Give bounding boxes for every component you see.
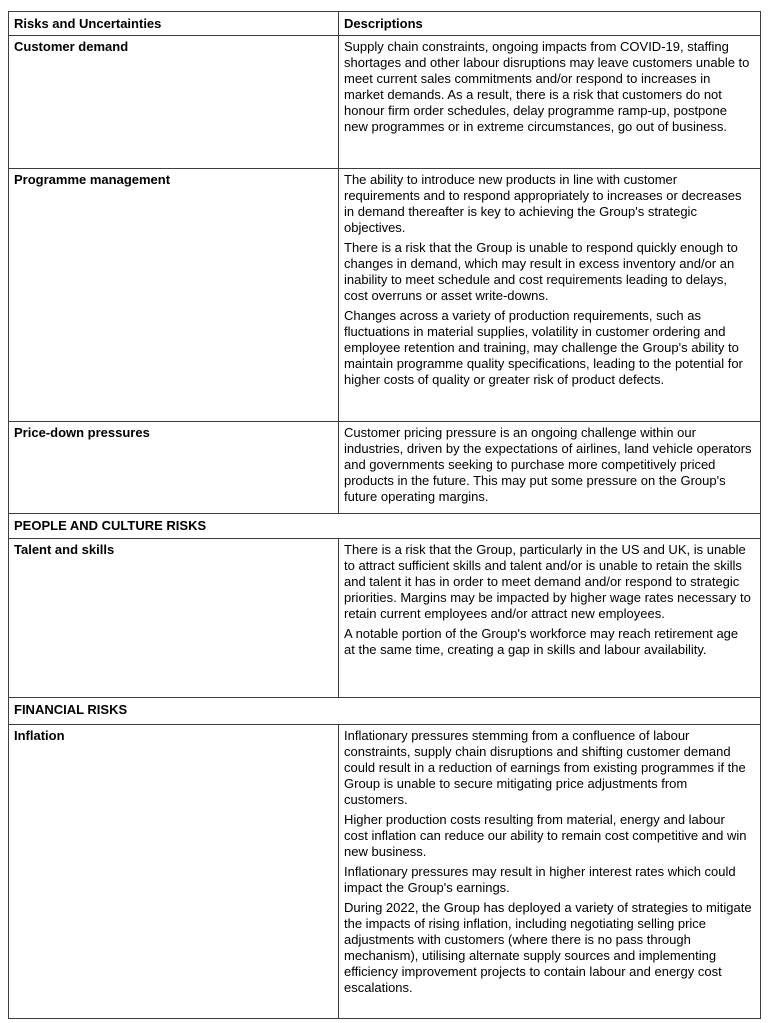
description-paragraph: There is a risk that the Group is unable to respond quickly enough to changes in demand, which may result in excess inventory and/or an inability to meet schedule and cost requirements leading to delays, cost overruns or asset write-downs. <box>344 240 738 303</box>
risk-description <box>339 725 761 1019</box>
description-paragraph: Supply chain constraints, ongoing impacts from COVID-19, staffing shortages and other labour disruptions may leave customers unable to meet current sales commitments and/or respond to increases in market demands. As a result, there is a risk that customers do not honour firm order schedules, delay programme ramp-up, postpone new programmes or in extreme circumstances, go out of business. <box>344 39 750 134</box>
description-paragraph: A notable portion of the Group's workforce may reach retirement age at the same time, creating a gap in skills and labour availability. <box>344 626 739 657</box>
risk-description <box>339 422 761 514</box>
table-row-price-down-pressures <box>9 422 761 514</box>
description-paragraph: Changes across a variety of production requirements, such as fluctuations in material supplies, volatility in customer ordering and employee retention and training, may challenge the Group's ability to maintain programme quality specifications, leading to the potential for higher costs of quality or greater risk of product defects. <box>344 308 743 387</box>
table-row-talent-and-skills <box>9 539 761 698</box>
risk-name: Inflation <box>9 725 339 1019</box>
section-label: PEOPLE AND CULTURE RISKS <box>9 514 761 539</box>
table-row-programme-management <box>9 169 761 422</box>
description-paragraph: There is a risk that the Group, particularly in the US and UK, is unable to attract sufficient skills and talent and/or is unable to retain the skills and talent it has in order to meet demand and/or respond to strategic priorities. Margins may be impacted by higher wage rates necessary to retain current employees and/or attract new employees. <box>344 542 751 621</box>
description-paragraph: During 2022, the Group has deployed a variety of strategies to mitigate the impacts of rising inflation, including negotiating selling price adjustments with customers (where there is no pass through mechanism), utilising alternate supply sources and implementing efficiency improvement projects to contain labour and energy cost escalations. <box>344 900 752 995</box>
section-row-people-and-culture <box>9 514 761 539</box>
description-paragraph: Inflationary pressures may result in higher interest rates which could impact the Group's earnings. <box>344 864 736 895</box>
risk-name: Programme management <box>9 169 339 422</box>
description-paragraph: Higher production costs resulting from material, energy and labour cost inflation can reduce our ability to remain cost competitive and win new business. <box>344 812 747 859</box>
description-paragraph: The ability to introduce new products in line with customer requirements and to respond appropriately to increases or decreases in demand thereafter is key to achieving the Group's strategic objectives. <box>344 172 742 235</box>
risk-name: Customer demand <box>9 36 339 169</box>
table-header-row <box>9 12 761 36</box>
table-row-customer-demand <box>9 36 761 169</box>
risk-description <box>339 539 761 698</box>
section-row-financial-risks <box>9 698 761 725</box>
section-label: FINANCIAL RISKS <box>9 698 761 725</box>
risk-name: Price-down pressures <box>9 422 339 514</box>
column-header-risks: Risks and Uncertainties <box>9 12 339 36</box>
risk-name: Talent and skills <box>9 539 339 698</box>
risk-description <box>339 169 761 422</box>
description-paragraph: Customer pricing pressure is an ongoing challenge within our industries, driven by the expectations of airlines, land vehicle operators and governments seeking to purchase more competitively priced products in the future. This may put some pressure on the Group's future operating margins. <box>344 425 752 504</box>
risk-description <box>339 36 761 169</box>
table-row-inflation <box>9 725 761 1019</box>
description-paragraph: Inflationary pressures stemming from a confluence of labour constraints, supply chain disruptions and shifting customer demand could result in a reduction of earnings from existing programmes if the Group is unable to secure mitigating price adjustments from customers. <box>344 728 746 807</box>
column-header-descriptions: Descriptions <box>339 12 761 36</box>
risks-and-uncertainties-table <box>8 11 761 1019</box>
